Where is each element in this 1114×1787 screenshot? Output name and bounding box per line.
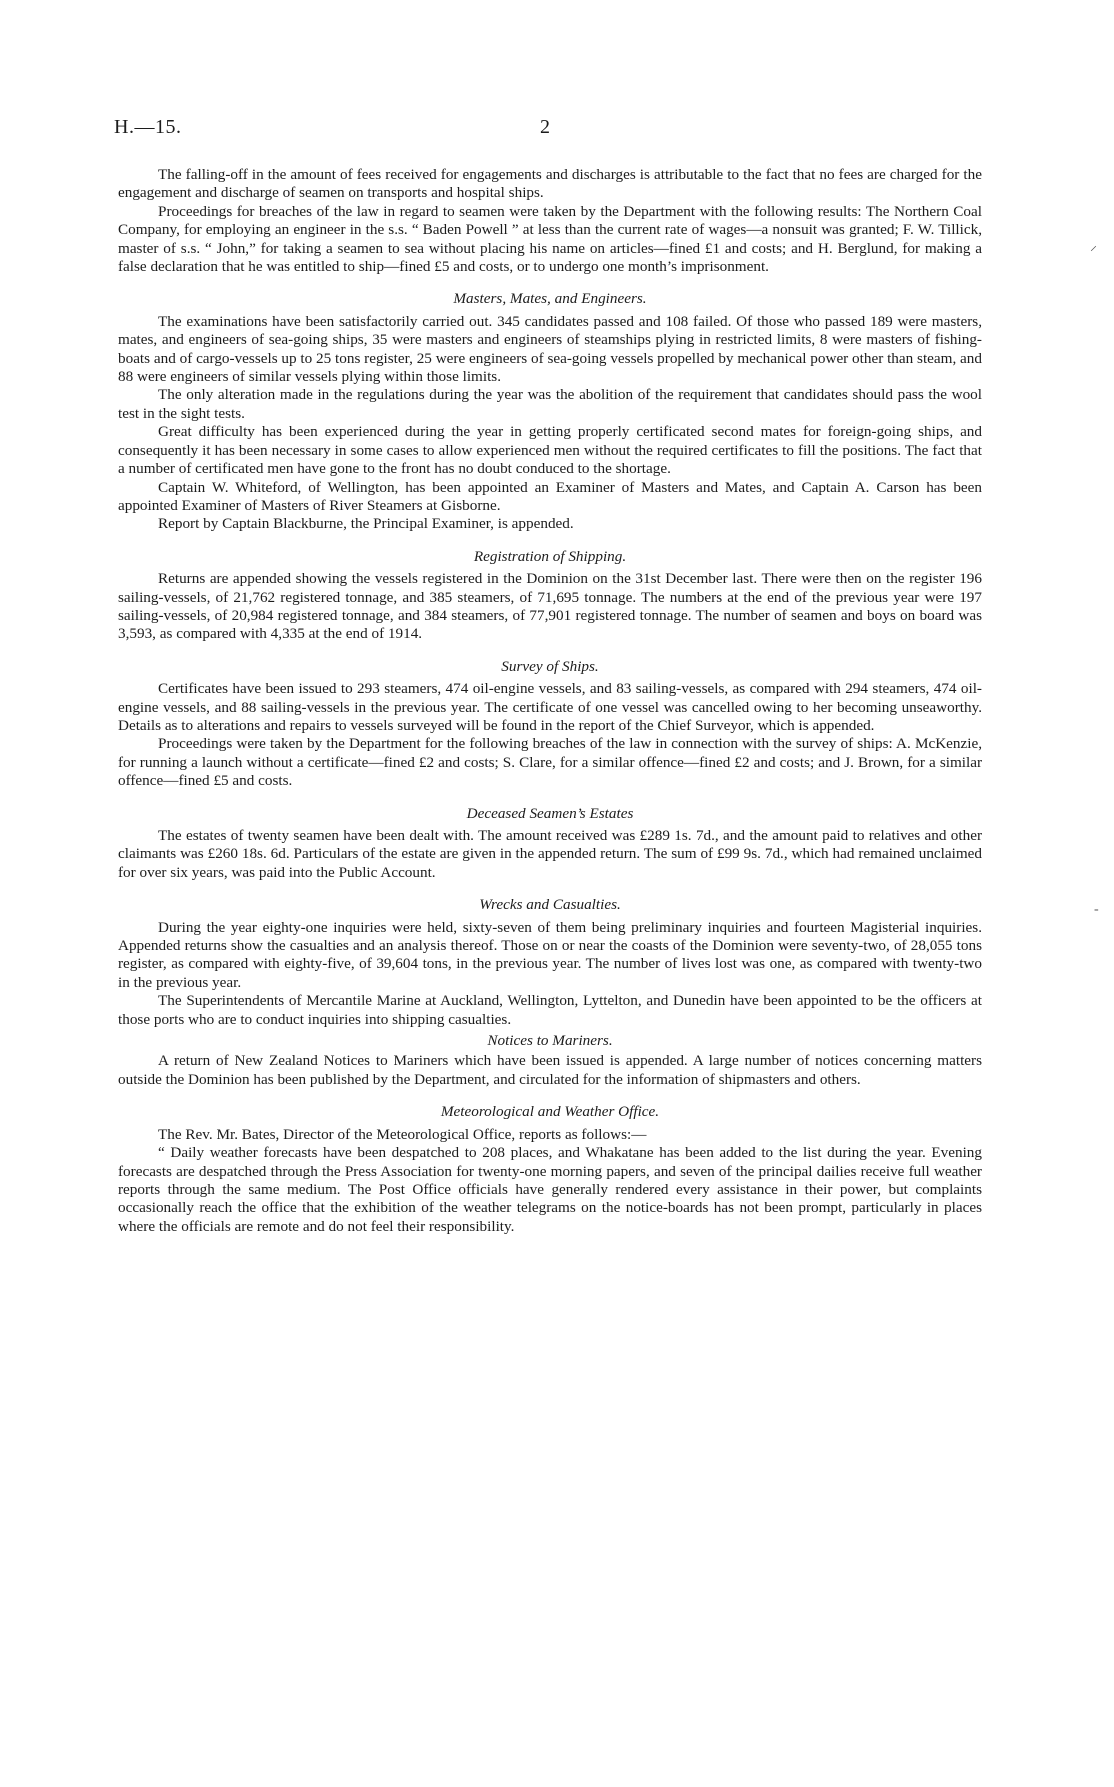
section-heading: Registration of Shipping. (473, 547, 627, 565)
document-body (118, 166, 982, 1236)
paragraph: Proceedings for breaches of the law in regard to seamen were taken by the Department with the following results: The Northern Coal Company, for employing an engineer in the s.s. “ Baden Powell ” at less than the current rate of wages—a nonsuit was granted; F. W. Tillick, master of s.s. “ John,” for taking a seamen to sea without placing his name on articles—fined £1 and costs; and H. Berglund, for making a false declaration that he was entitled to ship—fined £5 and costs, or to undergo one month’s imprisonment. (118, 202, 982, 276)
section-heading: Notices to Mariners. (487, 1032, 613, 1050)
paragraph: The Superintendents of Mercantile Marine at Auckland, Wellington, Lyttelton, and Dunedin have been appointed to be the officers at those ports who are to conduct inquiries into shipping casualties. (118, 992, 982, 1028)
paragraph: “ Daily weather forecasts have been despatched to 208 places, and Whakatane has been added to the list during the year. Evening forecasts are despatched through the Press Association for twenty-one morning papers, and seven of the principal dailies receive full weather reports through the same medium. The Post Office officials have generally rendered every assistance in their power, but complaints occasionally reach the office that the exhibition of the weather telegrams on the notice-boards has not been prompt, particularly in places where the officials are remote and do not feel their responsibility. (118, 1144, 982, 1235)
paragraph: The falling-off in the amount of fees received for engagements and discharges is attributable to the fact that no fees are charged for the engagement and discharge of seamen on transports and hospital ships. (118, 166, 982, 202)
paragraph: The estates of twenty seamen have been dealt with. The amount received was £289 1s. 7d., and the amount paid to relatives and other claimants was £260 18s. 6d. Particulars of the estate are given in the appended return. The sum of £99 9s. 7d., which had remained unclaimed for over six years, was paid into the Public Account. (118, 827, 982, 881)
paragraph: The examinations have been satisfactorily carried out. 345 candidates passed and 108 failed. Of those who passed 189 were masters, mates, and engineers of sea-going ships, 35 were masters and engineers of steamships plying in restricted limits, 8 were masters of fishing-boats and of cargo-vessels up to 25 tons register, 25 were engineers of sea-going vessels propelled by mechanical power other than steam, and 88 were engineers of similar vessels plying within those limits. (118, 312, 982, 386)
paragraph: Proceedings were taken by the Department for the following breaches of the law in connection with the survey of ships: A. McKenzie, for running a launch without a certificate—fined £2 and costs; S. Clare, for a similar offence—fined £2 and costs; and J. Brown, for a similar offence—fined £5 and costs. (118, 735, 982, 790)
document-reference: H.—15. (114, 116, 182, 138)
section-heading: Meteorological and Weather Office. (440, 1103, 660, 1121)
page-number: 2 (540, 116, 550, 138)
margin-mark: - (1094, 902, 1099, 917)
paragraph: The only alteration made in the regulations during the year was the abolition of the requirement that candidates should pass the wool test in the sight tests. (118, 386, 982, 422)
section-heading: Deceased Seamen’s Estates (466, 804, 634, 822)
paragraph: Returns are appended showing the vessels registered in the Dominion on the 31st December last. There were then on the register 196 sailing-vessels, of 21,762 registered tonnage, and 385 steamers, of 71,695 tonnage. The numbers at the end of the previous year were 197 sailing-vessels, of 20,984 registered tonnage, and 384 steamers, of 77,901 registered tonnage. The number of seamen and boys on board was 3,593, as compared with 4,335 at the end of 1914. (118, 570, 982, 643)
paragraph: Certificates have been issued to 293 steamers, 474 oil-engine vessels, and 83 sailing-vessels, as compared with 294 steamers, 474 oil-engine vessels, and 88 sailing-vessels in the previous year. The certificate of one vessel was cancelled owing to her becoming unseaworthy. Details as to alterations and repairs to vessels surveyed will be found in the report of the Chief Surveyor, which is appended. (118, 680, 982, 734)
paragraph: Captain W. Whiteford, of Wellington, has been appointed an Examiner of Masters and Mates, and Captain A. Carson has been appointed Examiner of Masters of River Steamers at Gisborne. (118, 478, 982, 514)
paragraph: Great difficulty has been experienced during the year in getting properly certificated second mates for foreign-going ships, and consequently it has been necessary in some cases to allow experienced men without the required certificates to fill the positions. The fact that a number of certificated men have gone to the front has no doubt conduced to the shortage. (118, 423, 982, 478)
paragraph: Report by Captain Blackburne, the Principal Examiner, is appended. (158, 515, 574, 533)
page-header (114, 116, 984, 146)
margin-mark: ⸝ (1090, 239, 1097, 254)
paragraph: During the year eighty-one inquiries were held, sixty-seven of them being preliminary inquiries and fourteen Magisterial inquiries. Appended returns show the casualties and an analysis thereof. Those on or near the coasts of the Dominion were seventy-two, of 28,055 tons register, as compared with eighty-five, of 39,604 tons, in the previous year. The number of lives lost was one, as compared with twenty-two in the previous year. (118, 918, 982, 991)
paragraph: The Rev. Mr. Bates, Director of the Meteorological Office, reports as follows:— (158, 1125, 647, 1143)
section-heading: Survey of Ships. (501, 657, 599, 675)
paragraph: A return of New Zealand Notices to Mariners which have been issued is appended. A large number of notices concerning matters outside the Dominion has been published by the Department, and circulated for the information of shipmasters and others. (118, 1052, 982, 1088)
section-heading: Wrecks and Casualties. (479, 896, 621, 914)
section-heading: Masters, Mates, and Engineers. (453, 290, 647, 308)
